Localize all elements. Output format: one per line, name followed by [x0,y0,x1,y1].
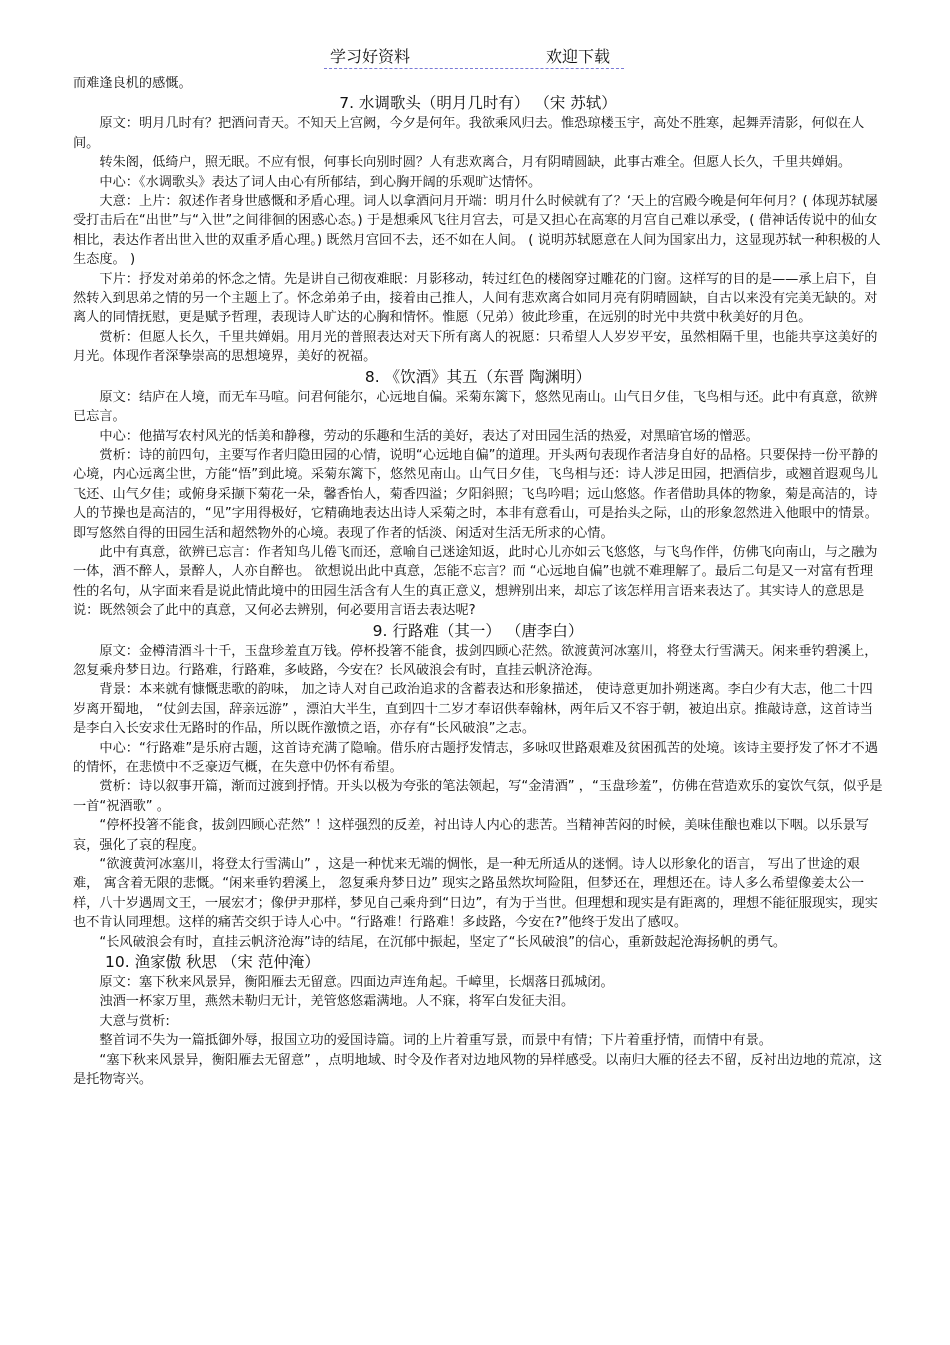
paragraph: 转朱阁，低绮户，照无眠。不应有恨，何事长向别时圆？人有悲欢离合，月有阴晴圆缺，此事古难全。但愿人长久，千里共婵娟。 [99,155,852,171]
paragraph: 赏析：诗的前四句，主要写作者归隐田园的心情，说明“心远地自偏”的道理。开头两句表现作者洁身自好的品格。只要保持一份平静的心境，内心远离尘世，方能“悟”到此境。采菊东篱下，悠然见南山。山气日夕佳，飞鸟相与还：诗人涉足田园，把酒信步，或翘首遐观鸟儿飞还、山气夕佳；或俯身采撷下菊花一朵，馨香怡人，菊香四溢；夕阳斜照；飞鸟吟唱；远山悠悠。作者借助具体的物象，菊是高洁的，诗人的节操也是高洁的，“见”字用得极好，它精确地表达出诗人采菊之时，本非有意看山，可是抬头之际，山的形象忽然进入他眼中的情景。即写悠然自得的田园生活和超然物外的心境。表现了作者的恬淡、闲适对生活无所求的心情。 [73,447,878,541]
paragraph: “停杯投箸不能食，拔剑四顾心茫然” ！这样强烈的反差，衬出诗人内心的悲苦。当精神苦闷的时候，美味佳酿也难以下咽。以乐景写哀，强化了哀的程度。 [73,818,869,853]
document-body [73,74,883,1090]
paragraph: 大意：上片：叙述作者身世感慨和矛盾心理。词人以拿酒问月开端：明月什么时候就有了？‘天上的宫殿今晚是何年何月？( 体现苏轼屡受打击后在“出世”与“入世”之间徘徊的困惑心态。) 于是想乘风飞往月宫去，可是又担心在高寒的月宫自己难以承受，( 借神话传说中的仙女相比，表达作者出世入世的双重矛盾心理。) 既然月宫回不去，还不如在人间。 ( 说明苏轼愿意在人间为国家出力，这显现苏轼一种积极的人生态度。 ) [73,194,881,268]
paragraph: “塞下秋来风景异，衡阳雁去无留意” ，点明地域、时令及作者对边地风物的异样感受。以南归大雁的径去不留，反衬出边地的荒凉，这是托物寄兴。 [73,1052,883,1088]
paragraph: 原文：金樽清酒斗十千，玉盘珍羞直万钱。停杯投箸不能食，拔剑四顾心茫然。欲渡黄河冰塞川，将登太行雪满天。闲来垂钓碧溪上，忽复乘舟梦日边。行路难，行路难，多岐路，今安在？长风破浪会有时，直挂云帆济沧海。 [73,643,878,678]
section-heading: 9. 行路难（其一） （唐李白） [372,621,584,640]
paragraph: 整首词不失为一篇抵御外辱，报国立功的爱国诗篇。词的上片着重写景，而景中有情；下片着重抒情，而情中有景。 [99,1033,772,1049]
paragraph: “长风破浪会有时，直挂云帆济沧海”诗的结尾，在沉郁中振起，坚定了“长风破浪”的信心，重新鼓起沧海扬帆的勇气。 [99,934,787,950]
section-heading: 8. 《饮酒》其五（东晋 陶渊明） [364,367,592,386]
paragraph: 下片：抒发对弟弟的怀念之情。先是讲自己彻夜难眠：月影移动，转过红色的楼阁穿过雕花的门窗。这样写的目的是——承上启下，自然转入到思弟之情的另一个主题上了。怀念弟弟子由，接着由己推人，人间有悲欢离合如同月亮有阴晴圆缺，自古以来没有完美无缺的。对离人的同情抚慰，更是赋予哲理，表现诗人旷达的心胸和情怀。惟愿（兄弟）彼此珍重，在远别的时光中共赏中秋美好的月色。 [73,271,878,326]
section-heading: 10. 渔家傲 秋思 （宋 范仲淹） [105,953,320,972]
paragraph: 赏析：诗以叙事开篇，渐而过渡到抒情。开头以极为夸张的笔法领起，写“金清酒” ，“玉盘珍羞”，仿佛在营造欢乐的宴饮气氛，似乎是一首“祝酒歌” 。 [73,779,883,814]
paragraph: 浊酒一杯家万里，燕然未勒归无计，羌管悠悠霜满地。人不寐，将军白发征夫泪。 [99,994,575,1010]
paragraph: 中心：《水调歌头》表达了词人由心有所郁结，到心胸开阔的乐观旷达情怀。 [99,174,542,190]
paragraph: 此中有真意，欲辨已忘言：作者知鸟儿倦飞而还，意喻自己迷途知返，此时心儿亦如云飞悠悠，与飞鸟作伴，仿佛飞向南山，与之融为一体，酒不醉人，景醉人，人亦自醉也。 欲想说出此中真意，怎能不忘言？而 “心远地自偏”也就不难理解了。最后二句是又一对富有哲理性的名句，从字面来看是说此情此境中的田园生活含有人生的真正意义，想辨别出来，却忘了该怎样用言语来表达了。其实诗人的意思是说：既然领会了此中的真意，又何必去辨别，何必要用言语去表达呢? [73,544,878,619]
paragraph: 背景：本来就有慷慨悲歌的韵味， 加之诗人对自己政治追求的含蓄表达和形象描述， 使诗意更加扑朔迷离。李白少有大志，他二十四岁离开蜀地， “仗剑去国，辞亲远游” ，漂泊大半生，直到四十二岁才奉诏供奉翰林，两年后又不容于朝，被迫出京。推敲诗意，这首诗当是李白入长安求仕无路时的作品，所以既作激愤之语，亦存有“长风破浪”之志。 [73,682,874,737]
paragraph: 中心：他描写农村风光的恬美和静穆，劳动的乐趣和生活的美好，表达了对田园生活的热爱，对黑暗官场的憎恶。 [99,428,759,444]
paragraph: 赏析：但愿人长久，千里共婵娟。用月光的普照表达对天下所有离人的祝愿：只希望人人岁岁平安，虽然相隔千里，也能共享这美好的月光。体现作者深挚崇高的思想境界，美好的祝福。 [73,329,878,365]
section-heading: 7. 水调歌头（明月几时有） （宋 苏轼） [339,94,617,113]
header-right-text: 欢迎下载 [546,47,611,66]
header-left-text: 学习好资料 [330,47,411,66]
paragraph: 大意与赏析: [99,1013,170,1029]
page-header [324,44,624,69]
paragraph: 原文：塞下秋来风景异，衡阳雁去无留意。四面边声连角起。千嶂里，长烟落日孤城闭。 [99,975,614,991]
paragraph: 而难逢良机的感慨。 [73,76,192,91]
paragraph: 原文：明月几时有？把酒问青天。不知天上宫阙，今夕是何年。我欲乘风归去。惟恐琼楼玉宇，高处不胜寒，起舞弄清影，何似在人间。 [73,116,865,151]
paragraph: “欲渡黄河冰塞川，将登太行雪满山” ，这是一种忧来无端的惆怅，是一种无所适从的迷惘。诗人以形象化的语言， 写出了世途的艰难， 寓含着无限的悲慨。“闲来垂钓碧溪上， 忽复乘舟梦日边” 现实之路虽然坎坷险阻，但梦还在，理想还在。诗人多么希望像姜太公一样，八十岁遇周文王，一展宏才；像伊尹那样，梦见自己乘舟到“日边”，有为于当世。但理想和现实是有距离的，理想不能征服现实，现实也不肯认同理想。这样的痛苦交织于诗人心中。“行路难！行路难！多歧路，今安在?”他终于发出了感叹。 [73,857,878,931]
paragraph: 中心：“行路难”是乐府古题，这首诗充满了隐喻。借乐府古题抒发情志，多咏叹世路艰难及贫困孤苦的处境。该诗主要抒发了怀才不遇的情怀，在悲愤中不乏豪迈气概，在失意中仍怀有希望。 [73,740,878,775]
paragraph: 原文：结庐在人境，而无车马喧。问君何能尔，心远地自偏。采菊东篱下，悠然见南山。山气日夕佳，飞鸟相与还。此中有真意，欲辨已忘言。 [73,389,878,425]
